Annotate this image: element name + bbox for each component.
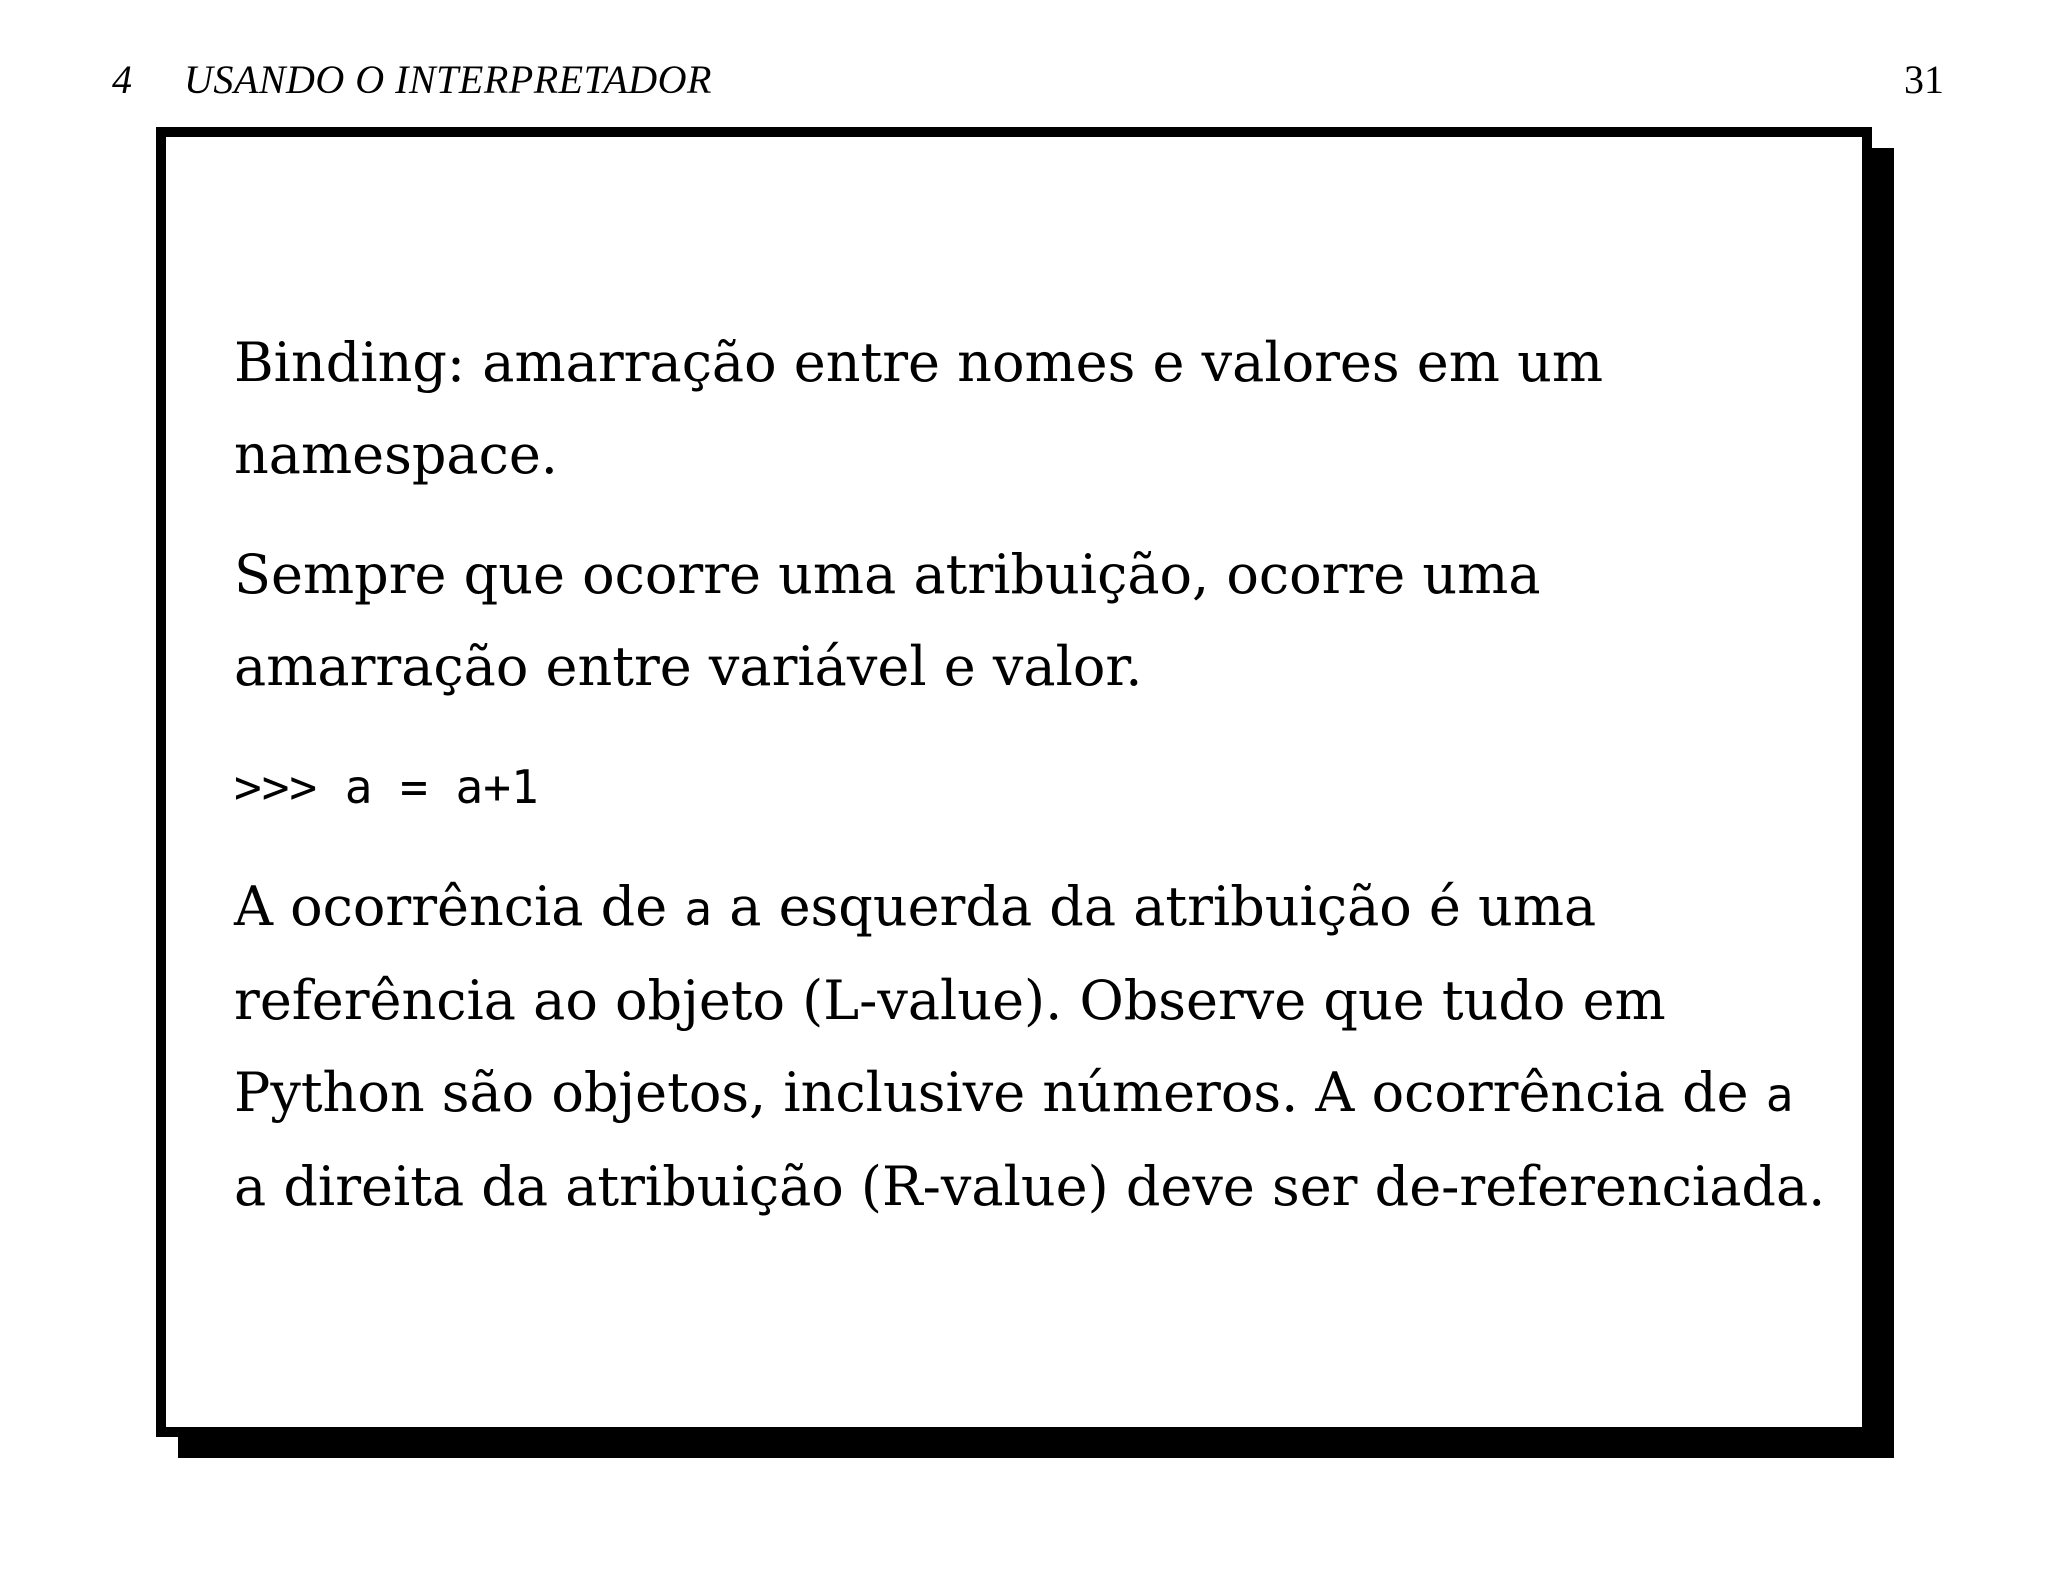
explanation-line-3 xyxy=(234,1047,1854,1141)
explanation-line-3-before: Python são objetos, inclusive números. A ocorrência de xyxy=(234,1061,1766,1124)
section-title: USANDO O INTERPRETADOR xyxy=(184,57,712,102)
explanation-line-1-before: A ocorrência de xyxy=(234,875,685,938)
binding-definition-line-1: Binding: amarração entre nomes e valores em um xyxy=(234,331,1604,394)
section-number: 4 xyxy=(112,57,132,102)
assignment-line-1: Sempre que ocorre uma atribuição, ocorre uma xyxy=(234,543,1541,606)
inline-code-a: a xyxy=(1765,1068,1794,1122)
code-example: >>> a = a+1 xyxy=(234,760,539,814)
slide-frame xyxy=(156,127,1872,1437)
explanation-line-4: a direita da atribuição (R-value) deve ser de-referenciada. xyxy=(234,1155,1826,1218)
page-header xyxy=(112,56,1944,104)
binding-definition xyxy=(234,317,1854,501)
slide-body xyxy=(234,317,1854,1261)
assignment-paragraph xyxy=(234,529,1854,713)
binding-definition-line-2: namespace. xyxy=(234,423,558,486)
assignment-line-2: amarração entre variável e valor. xyxy=(234,635,1143,698)
explanation-line-1 xyxy=(234,861,1854,955)
inline-code-a: a xyxy=(684,882,713,936)
page-number: 31 xyxy=(1904,57,1944,102)
explanation-paragraph xyxy=(234,861,1854,1233)
explanation-line-2: referência ao objeto (L-value). Observe que tudo em xyxy=(234,969,1666,1032)
explanation-line-1-after: a esquerda da atribuição é uma xyxy=(712,875,1597,938)
